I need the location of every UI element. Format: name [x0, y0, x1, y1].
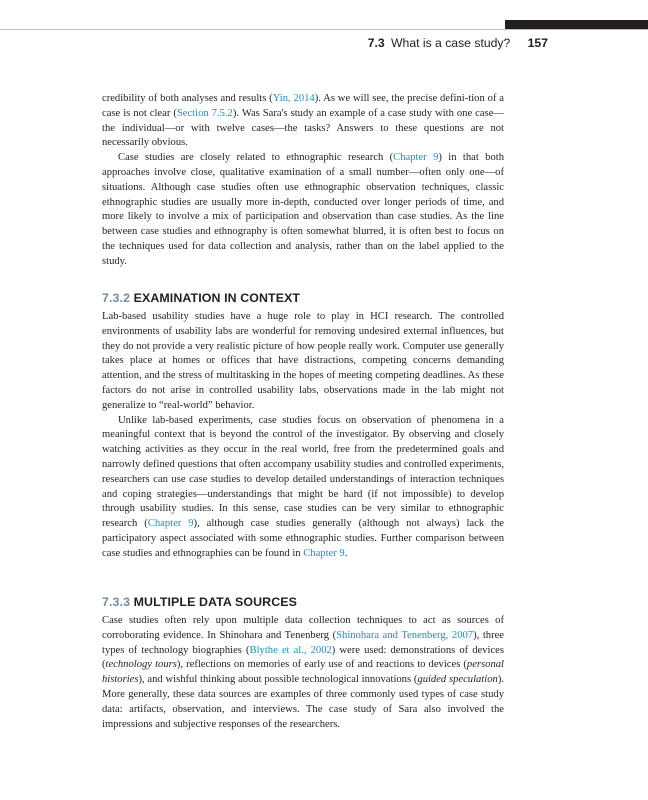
- section-title: EXAMINATION IN CONTEXT: [133, 291, 301, 305]
- section-7-3-2-body: [102, 310, 504, 562]
- section-7-3-3-body: [102, 614, 504, 732]
- chapter-link-9[interactable]: Chapter 9: [147, 518, 194, 530]
- body-intro: [102, 92, 504, 270]
- text-run: ), three types of technology biographies (: [102, 629, 505, 656]
- section-number: 7.3.2: [102, 291, 131, 305]
- text-run: ), although case studies generally (although not always) lack the participatory aspect associated with some ethnographic studies. Further comparison between case studies and ethnographies can be found in: [102, 518, 505, 559]
- text-run: Unlike lab-based experiments, case studies focus on observation of phenomena in a meaningful context that is beyond the control of the investigator. By observing and closely watching activities as they occur in the real world, free from the predetermined goals and narrowly defined questions that often accompany usability studies and controlled experiments, researchers can use case studies to develop detailed understandings of interaction techniques and coping strategies—understandings that might be hard (if not impossible) to develop through usability studies. In this sense, case studies can be very similar to ethnographic research (: [102, 414, 504, 530]
- running-head: [0, 36, 548, 50]
- paragraph: [102, 614, 504, 732]
- text-run: ). More generally, these data sources are examples of three commonly used types of case study data: artifacts, observation, and interviews. The case study of Sara also involved the impressions and subjective responses of the researchers.: [102, 674, 505, 730]
- text-run: ). As we will see, the precise defini-tion of a case is not clear (: [102, 93, 504, 119]
- section-heading-7-3-3: [102, 595, 504, 609]
- section-number: 7.3.3: [102, 595, 131, 609]
- italic-term: personal histories: [102, 659, 504, 686]
- header-rule: [0, 29, 648, 30]
- italic-term: guided speculation: [417, 674, 498, 686]
- text-run: ), reflections on memories of early use of and reactions to devices (: [176, 659, 467, 671]
- chapter-link-9[interactable]: Chapter 9: [303, 547, 345, 559]
- citation-link-blythe-2002[interactable]: Blythe et al., 2002: [249, 644, 332, 656]
- citation-link-shinohara-tenenberg-2007[interactable]: Shinohara and Tenenberg, 2007: [336, 629, 474, 641]
- chapter-link-9[interactable]: Chapter 9: [393, 152, 439, 164]
- paragraph: [102, 151, 504, 269]
- text-run: ), and wishful thinking about possible technological innovations (: [138, 674, 418, 686]
- section-title: MULTIPLE DATA SOURCES: [133, 595, 298, 609]
- text-run: Case studies often rely upon multiple data collection techniques to act as sources of corroborating evidence. In Shinohara and Tenenberg (: [102, 615, 504, 641]
- page-number: 157: [527, 36, 548, 50]
- paragraph: [102, 92, 504, 151]
- section-link-7-5-2[interactable]: Section 7.5.2: [176, 107, 233, 119]
- text-run: .: [344, 547, 348, 559]
- running-head-title: What is a case study?: [391, 36, 511, 50]
- text-run: ) were used: demonstrations of devices (: [102, 644, 504, 671]
- running-head-section: 7.3: [367, 36, 385, 50]
- citation-link-yin-2014[interactable]: Yin, 2014: [272, 93, 315, 104]
- text-run: ) in that both approaches involve close, qualitative examination of a small number—often only one—of situations. Although case studies often use ethnographic observation techniques, classic ethnographic studies are usually more in-depth, conducted over longer periods of time, and more likely to involve a mix of participation and observation than case studies. As the line between case studies and ethnography is often somewhat blurred, it is often best to focus on the techniques used for data collection and analysis, rather than on the label applied to the study.: [102, 152, 504, 267]
- text-run: ). Was Sara's study an example of a case study with one case—the individual—or with twelve cases—the tasks? Answers to these questions are not necessarily obvious.: [102, 107, 504, 149]
- text-run: Case studies are closely related to ethnographic research (: [118, 152, 394, 164]
- italic-term: technology tours: [105, 659, 177, 671]
- paragraph: [102, 310, 504, 414]
- text-run: credibility of both analyses and results (: [102, 93, 273, 104]
- paragraph: [102, 414, 504, 562]
- text-run: Lab-based usability studies have a huge role to play in HCI research. The controlled environments of usability labs are wonderful for removing undesired external influences, but they do not provide a very realistic picture of how people really work. Computer use generally takes place at homes or offices that have distractions, competing concerns demanding attention, and the stress of multitasking in the hopes of meeting competing deadlines. As these factors do not arise in controlled usability labs, observations made in the lab might not generalize to “real-world” behavior.: [102, 311, 504, 411]
- header-accent-bar: [505, 20, 648, 29]
- section-heading-7-3-2: [102, 291, 504, 305]
